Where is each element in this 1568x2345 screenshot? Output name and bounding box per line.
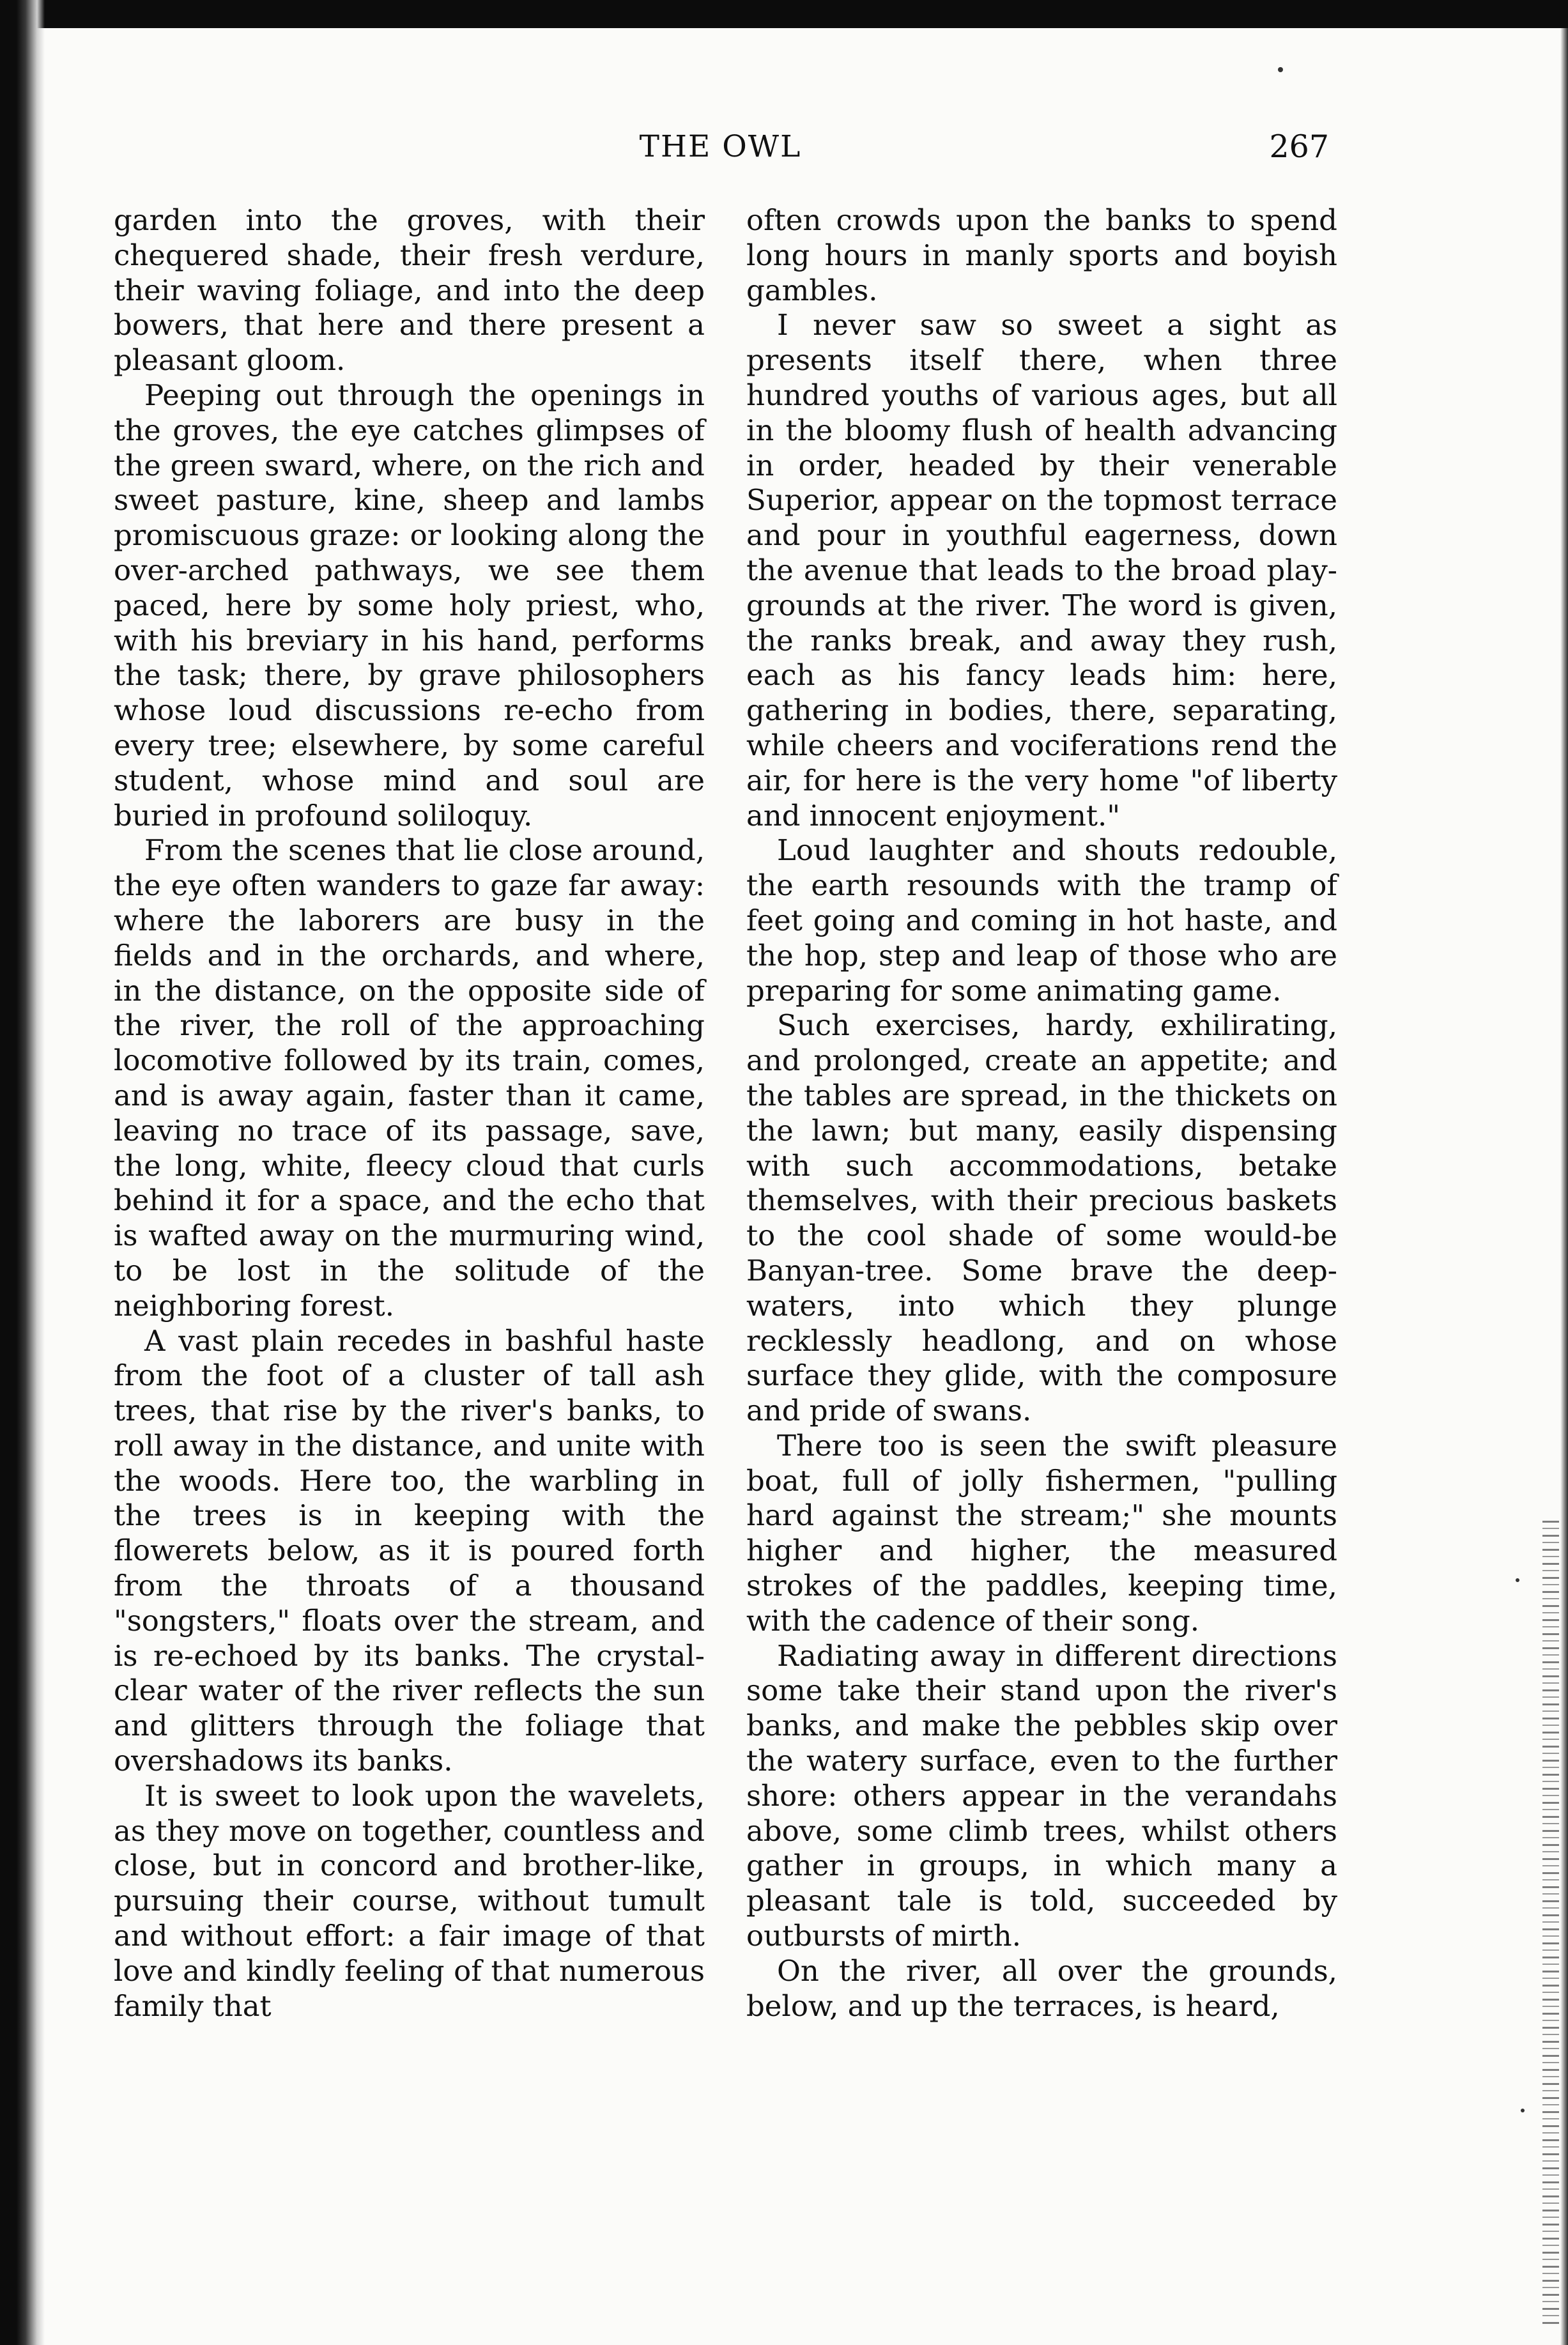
paragraph: There too is seen the swift pleasure boat, full of jolly fishermen, "pulling hard against the stream;" she mounts higher and higher, the measured strokes of the paddles, keeping time, with the cadence of their song. (746, 1428, 1337, 1638)
paragraph: garden into the groves, with their chequered shade, their fresh verdure, their waving foliage, and into the deep bowers, that here and there present a pleasant gloom. (114, 203, 705, 378)
paragraph: From the scenes that lie close around, the eye often wanders to gaze far away: where the laborers are busy in the fields and in the orchards, and where, in the distance, on the opposite side of the river, the roll of the approaching locomotive followed by its train, comes, and is away again, faster than it came, leaving no trace of its passage, save, the long, white, fleecy cloud that curls behind it for a space, and the echo that is wafted away on the murmuring wind, to be lost in the solitude of the neighboring forest. (114, 833, 705, 1323)
scan-border-top (0, 0, 1568, 28)
paragraph: It is sweet to look upon the wavelets, as they move on together, countless and close, but in concord and brother-like, pursuing their course, without tumult and without effort: a fair image of that love and kindly feeling of that numerous family that (114, 1778, 705, 2023)
paragraph: Radiating away in different directions some take their stand upon the river's banks, and make the pebbles skip over the watery surface, even to the further shore: others appear in the verandahs above, some climb trees, whilst others gather in groups, in which many a pleasant tale is told, succeeded by outbursts of mirth. (746, 1638, 1337, 1953)
paragraph: On the river, all over the grounds, below, and up the terraces, is heard, (746, 1953, 1337, 2023)
paragraph: often crowds upon the banks to spend long hours in manly sports and boyish gambles. (746, 203, 1337, 307)
paragraph: Peeping out through the openings in the groves, the eye catches glimpses of the green sward, where, on the rich and sweet pasture, kine, sheep and lambs promiscuous graze: or looking along the over-arched pathways, we see them paced, here by some holy priest, who, with his breviary in his hand, performs the task; there, by grave philosophers whose loud discussions re-echo from every tree; elsewhere, by some careful student, whose mind and soul are buried in profound soliloquy. (114, 378, 705, 833)
page-header (112, 125, 1329, 169)
running-title: THE OWL (639, 129, 802, 164)
scan-speck (1521, 2109, 1525, 2112)
paragraph: A vast plain recedes in bashful haste from the foot of a cluster of tall ash trees, that rise by the river's banks, to roll away in the distance, and unite with the woods. Here too, the warbling in the trees is in keeping with the flowerets below, as it is poured forth from the throats of a thousand "songsters," floats over the stream, and is re-echoed by its banks. The crystal-clear water of the river reflects the sun and glitters through the foliage that overshadows its banks. (114, 1323, 705, 1778)
left-column (114, 203, 705, 2024)
scan-speck (1278, 67, 1283, 72)
scan-speck (1516, 1578, 1519, 1582)
paragraph: I never saw so sweet a sight as presents itself there, when three hundred youths of various ages, but all in the bloomy flush of health advancing in order, headed by their venerable Superior, appear on the topmost terrace and pour in youthful eagerness, down the avenue that leads to the broad play-grounds at the river. The word is given, the ranks break, and away they rush, each as his fancy leads him: here, gathering in bodies, there, separating, while cheers and vociferations rend the air, for here is the very home "of liberty and innocent enjoyment." (746, 308, 1337, 833)
scan-border-left (0, 0, 45, 2345)
scan-border-right (1560, 28, 1568, 2345)
right-column (746, 203, 1337, 2024)
scan-edge-artifact (1542, 1521, 1559, 2326)
paragraph: Such exercises, hardy, exhilirating, and prolonged, create an appetite; and the tables are spread, in the thickets on the lawn; but many, easily dispensing with such accommodations, betake themselves, with their precious baskets to the cool shade of some would-be Banyan-tree. Some brave the deep-waters, into which they plunge recklessly headlong, and on whose surface they glide, with the composure and pride of swans. (746, 1008, 1337, 1428)
page-number: 267 (1269, 128, 1329, 165)
paragraph: Loud laughter and shouts redouble, the earth resounds with the tramp of feet going and coming in hot haste, and the hop, step and leap of those who are preparing for some animating game. (746, 833, 1337, 1008)
